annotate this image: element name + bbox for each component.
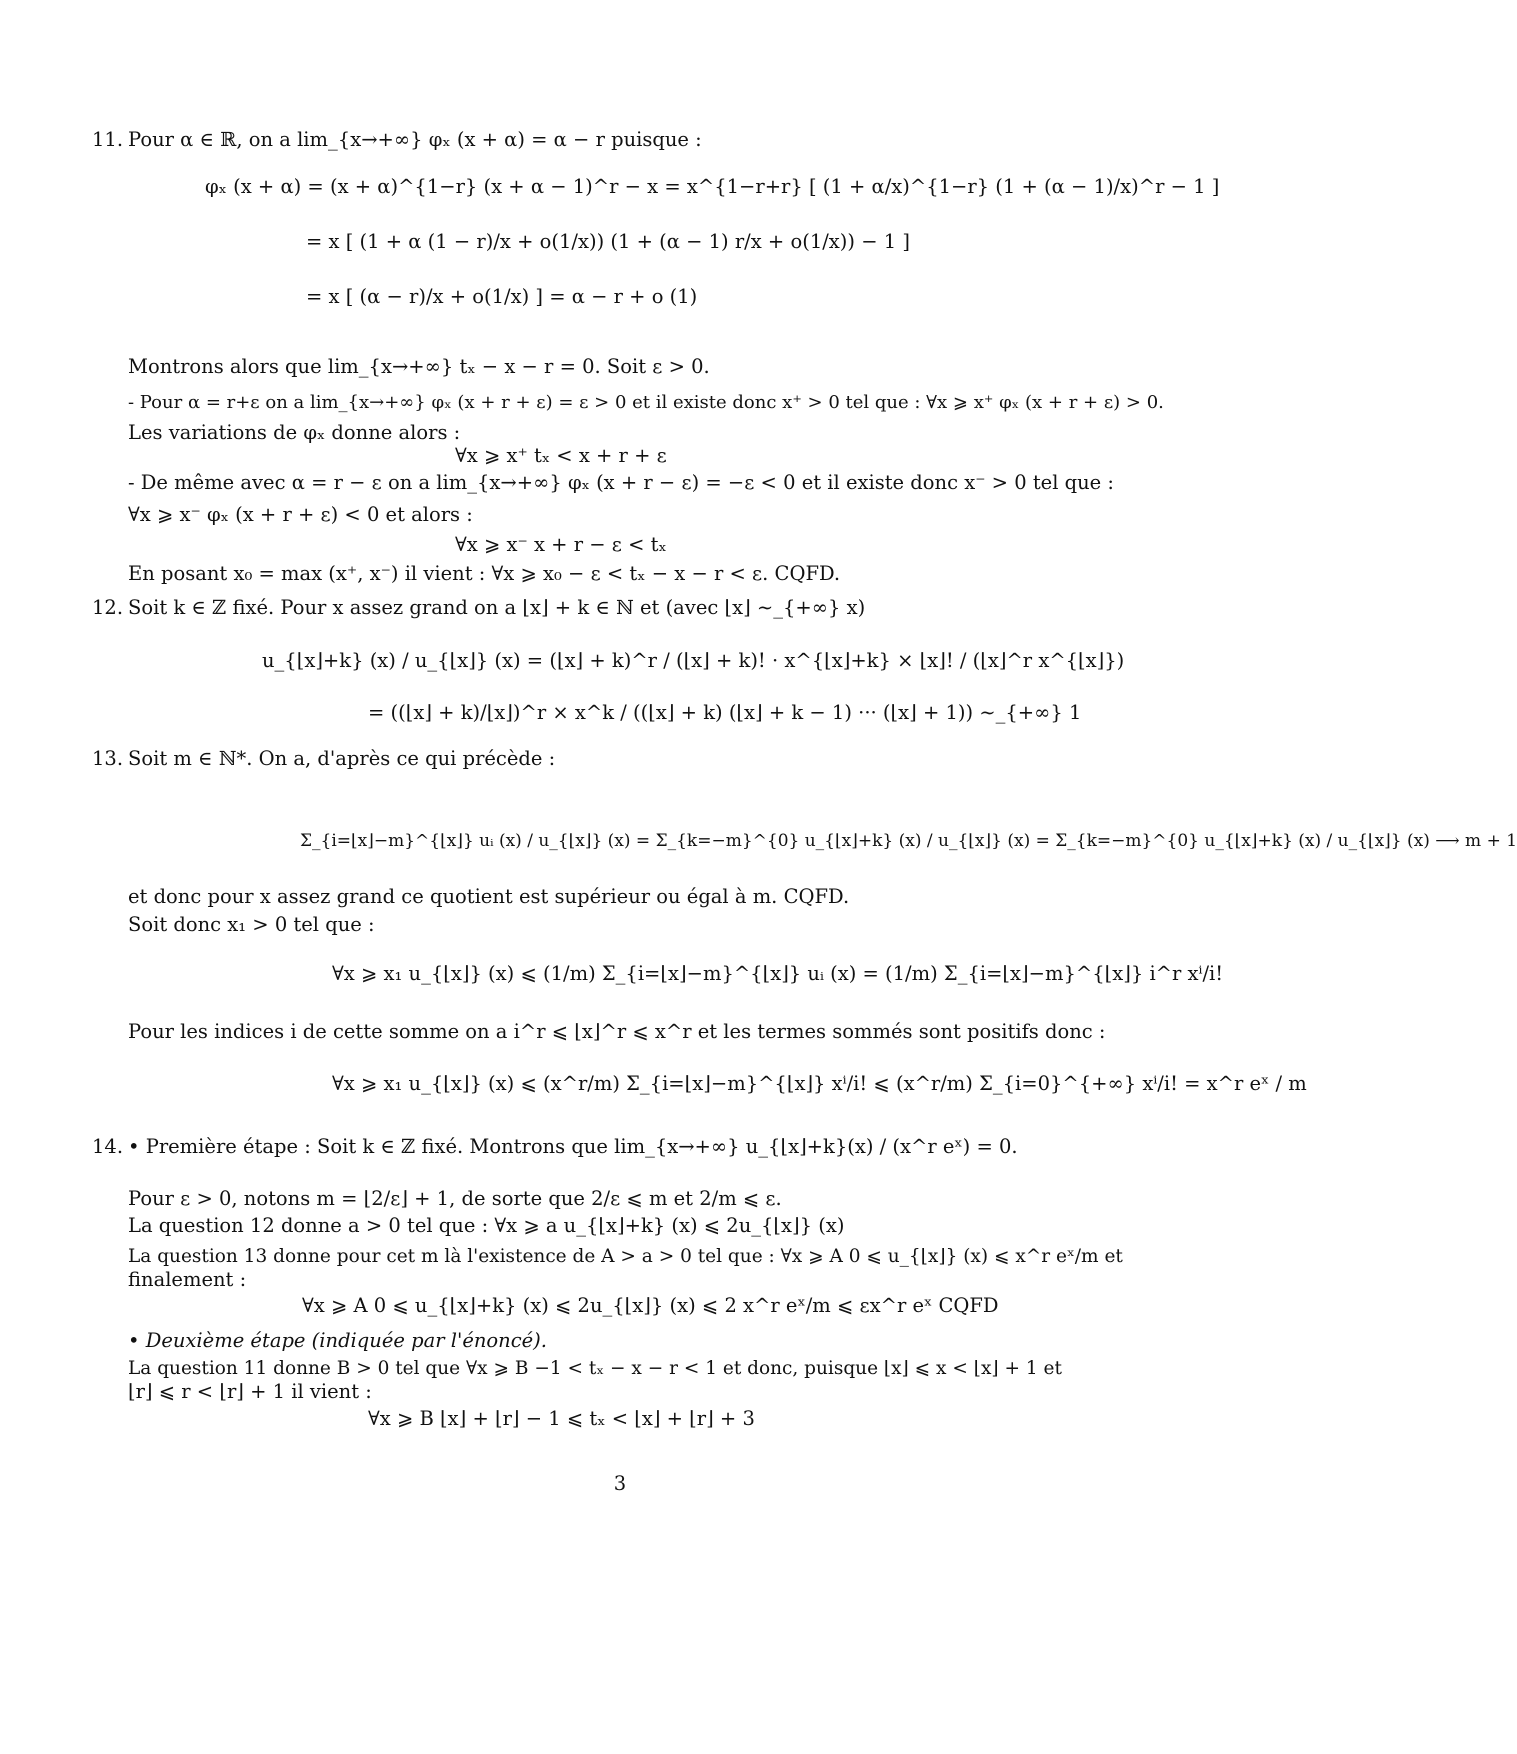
q14-line-4: finalement : [128,1268,247,1291]
q14-line-2: La question 12 donne a > 0 tel que : ∀x ⩾ a u_{⌊x⌋+k} (x) ⩽ 2u_{⌊x⌋} (x) [128,1214,845,1237]
q11-display-10: ∀x ⩾ x⁻ x + r − ε < tₓ [455,533,667,556]
q13-line-0: Soit m ∈ ℕ*. On a, d'après ce qui précède : [128,747,556,770]
q11-display-7: ∀x ⩾ x⁺ tₓ < x + r + ε [455,444,667,467]
q11-line-6: Les variations de φₓ donne alors : [128,421,461,444]
q11-line-0: Pour α ∈ ℝ, on a lim_{x→+∞} φₓ (x + α) = α − r puisque : [128,128,702,151]
q11-equation-line-1: φₓ (x + α) = (x + α)^{1−r} (x + α − 1)^r − x = x^{1−r+r} [ (1 + α/x)^{1−r} (1 + (α − 1)/x)^r − 1 ] [205,175,1220,198]
q11-equation-line-2: = x [ (1 + α (1 − r)/x + o(1/x)) (1 + (α − 1) r/x + o(1/x)) − 1 ] [306,230,910,253]
question-number-12: 12. [92,596,124,619]
q14-line-8: ⌊r⌋ ⩽ r < ⌊r⌋ + 1 il vient : [128,1380,372,1403]
q13-line-2: et donc pour x assez grand ce quotient est supérieur ou égal à m. CQFD. [128,885,850,908]
question-number-13: 13. [92,747,124,770]
q12-line-0: Soit k ∈ ℤ fixé. Pour x assez grand on a ⌊x⌋ + k ∈ ℕ et (avec ⌊x⌋ ∼_{+∞} x) [128,596,866,619]
q11-line-8: - De même avec α = r − ε on a lim_{x→+∞} φₓ (x + r − ε) = −ε < 0 et il existe donc x⁻ > 0 tel que : [128,471,1114,494]
question-number-14: 14. [92,1135,124,1158]
q13-equation-line-1: Σ_{i=⌊x⌋−m}^{⌊x⌋} uᵢ (x) / u_{⌊x⌋} (x) = Σ_{k=−m}^{0} u_{⌊x⌋+k} (x) / u_{⌊x⌋} (x) = Σ_{k=−m}^{0} u_{⌊x⌋+k} (x) / u_{⌊x⌋} (x) ⟶ m + 1 [300,831,1517,851]
q14-display-9: ∀x ⩾ B ⌊x⌋ + ⌊r⌋ − 1 ⩽ tₓ < ⌊x⌋ + ⌊r⌋ + 3 [368,1407,755,1430]
q14-line-1: Pour ε > 0, notons m = ⌊2/ε⌋ + 1, de sorte que 2/ε ⩽ m et 2/m ⩽ ε. [128,1187,782,1210]
q11-line-9: ∀x ⩾ x⁻ φₓ (x + r + ε) < 0 et alors : [128,503,473,526]
page-number: 3 [613,1472,627,1495]
q11-line-11: En posant x₀ = max (x⁺, x⁻) il vient : ∀x ⩾ x₀ − ε < tₓ − x − r < ε. CQFD. [128,562,841,585]
q14-line-6: • Deuxième étape (indiquée par l'énoncé). [128,1329,547,1352]
q14-line-0: • Première étape : Soit k ∈ ℤ fixé. Montrons que lim_{x→+∞} u_{⌊x⌋+k}(x) / (x^r eˣ) = 0. [128,1135,1018,1158]
q11-line-5: - Pour α = r+ε on a lim_{x→+∞} φₓ (x + r + ε) = ε > 0 et il existe donc x⁺ > 0 tel que : ∀x ⩾ x⁺ φₓ (x + r + ε) > 0. [128,392,1164,413]
q12-equation-line-1: u_{⌊x⌋+k} (x) / u_{⌊x⌋} (x) = (⌊x⌋ + k)^r / (⌊x⌋ + k)! · x^{⌊x⌋+k} × ⌊x⌋! / (⌊x⌋^r x^{⌊x⌋}) [262,649,1125,672]
q11-equation-line-3: = x [ (α − r)/x + o(1/x) ] = α − r + o (1) [306,285,698,308]
q14-line-7: La question 11 donne B > 0 tel que ∀x ⩾ B −1 < tₓ − x − r < 1 et donc, puisque ⌊x⌋ ⩽ x < ⌊x⌋ + 1 et [128,1358,1062,1379]
q14-line-3: La question 13 donne pour cet m là l'existence de A > a > 0 tel que : ∀x ⩾ A 0 ⩽ u_{⌊x⌋} (x) ⩽ x^r eˣ/m et [128,1246,1123,1267]
q12-equation-line-2: = ((⌊x⌋ + k)/⌊x⌋)^r × x^k / ((⌊x⌋ + k) (⌊x⌋ + k − 1) ··· (⌊x⌋ + 1)) ∼_{+∞} 1 [368,701,1082,724]
q14-display-5: ∀x ⩾ A 0 ⩽ u_{⌊x⌋+k} (x) ⩽ 2u_{⌊x⌋} (x) ⩽ 2 x^r eˣ/m ⩽ εx^r eˣ CQFD [302,1294,999,1317]
q13-line-5: Pour les indices i de cette somme on a i^r ⩽ ⌊x⌋^r ⩽ x^r et les termes sommés sont positifs donc : [128,1020,1106,1043]
q13-equation-line-6: ∀x ⩾ x₁ u_{⌊x⌋} (x) ⩽ (x^r/m) Σ_{i=⌊x⌋−m}^{⌊x⌋} xⁱ/i! ⩽ (x^r/m) Σ_{i=0}^{+∞} xⁱ/i! = x^r eˣ / m [332,1072,1307,1095]
q11-line-4: Montrons alors que lim_{x→+∞} tₓ − x − r = 0. Soit ε > 0. [128,355,710,378]
q13-line-3: Soit donc x₁ > 0 tel que : [128,913,375,936]
question-number-11: 11. [92,128,124,151]
q13-equation-line-4: ∀x ⩾ x₁ u_{⌊x⌋} (x) ⩽ (1/m) Σ_{i=⌊x⌋−m}^{⌊x⌋} uᵢ (x) = (1/m) Σ_{i=⌊x⌋−m}^{⌊x⌋} i^r xⁱ/i! [332,962,1224,985]
